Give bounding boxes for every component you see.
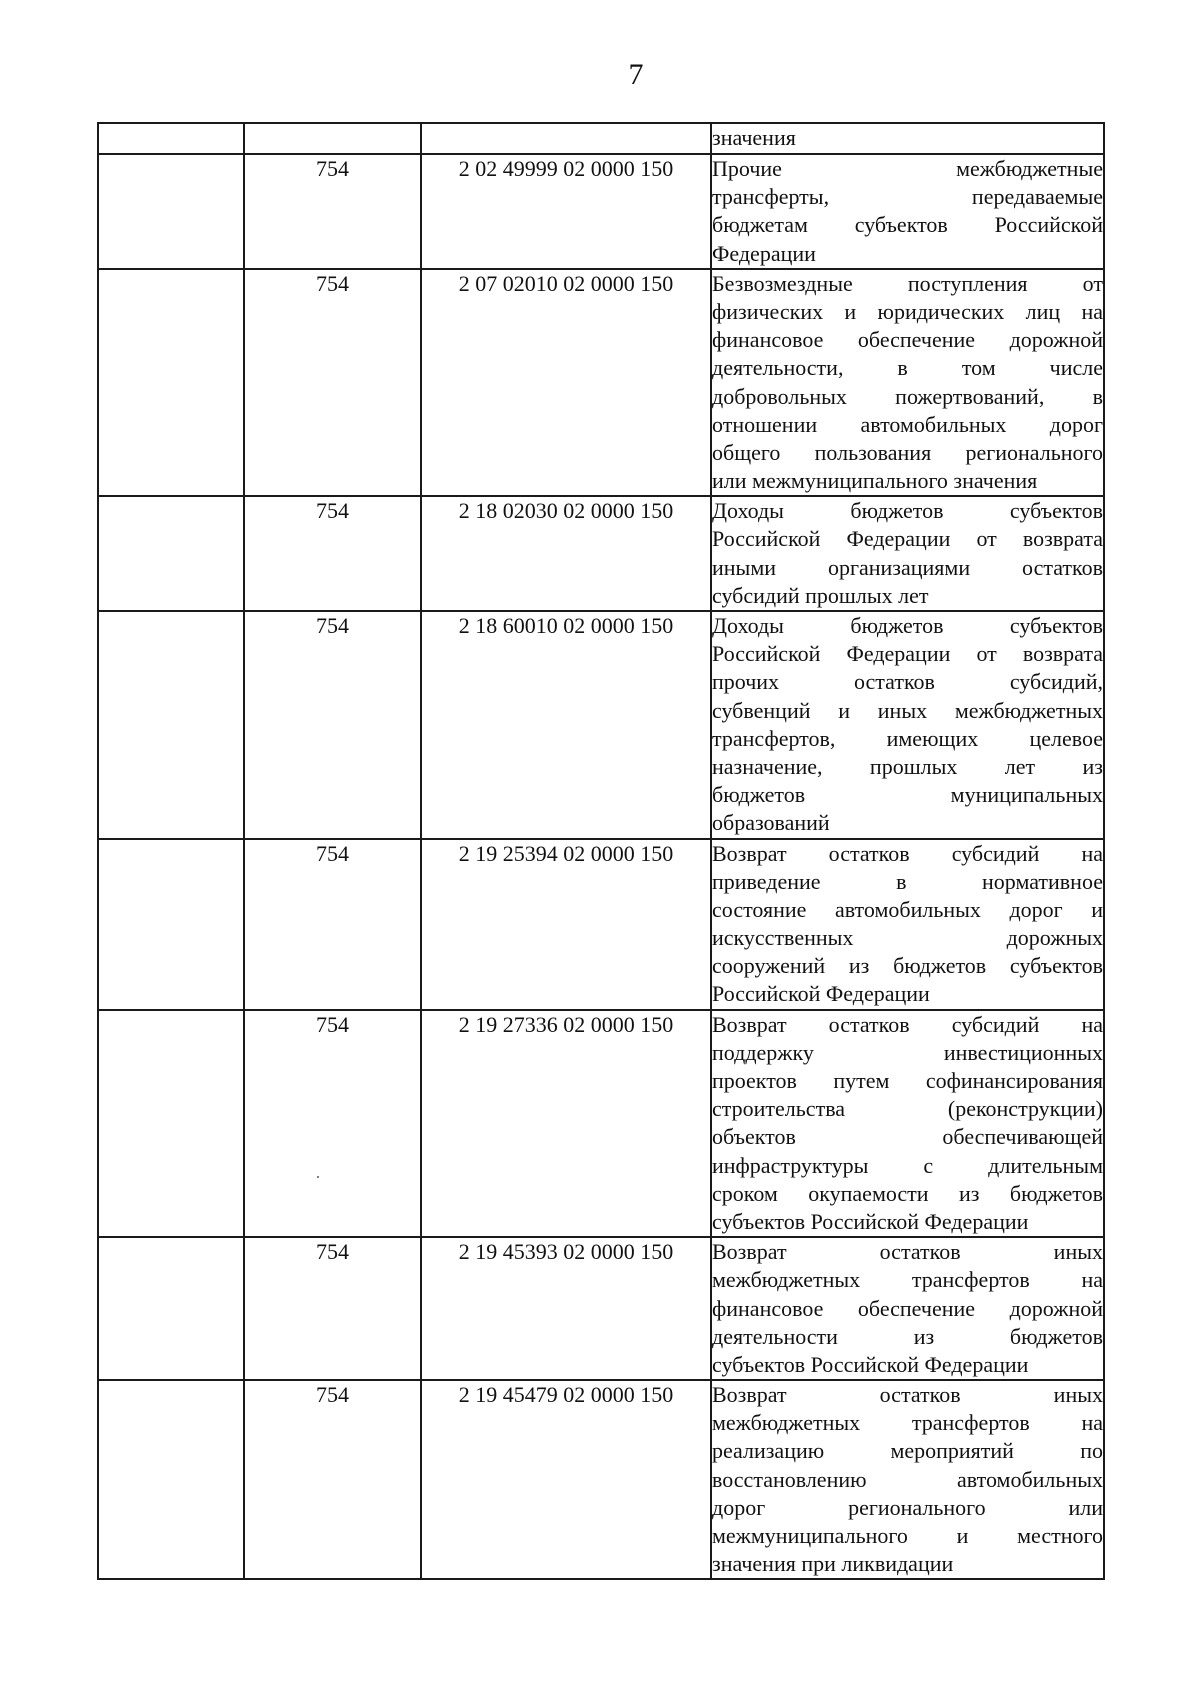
cell-empty: [98, 269, 244, 497]
revenue-description: [711, 611, 1104, 839]
description-line: состояние автомобильных дорог и: [712, 896, 1103, 922]
administrator-code: 754: [244, 154, 421, 269]
description-line: физических и юридических лиц на: [712, 298, 1103, 324]
description-line: поддержку инвестиционных: [712, 1039, 1103, 1065]
description-line: Возврат остатков иных: [712, 1239, 1103, 1265]
continuation-description: [711, 123, 1104, 154]
description-line: Доходы бюджетов субъектов: [712, 613, 1103, 638]
table-row: [98, 269, 1104, 497]
description-line: значения: [712, 125, 796, 150]
description-line: субъектов Российской Федерации: [712, 1351, 1029, 1377]
description-line: добровольных пожертвований, в: [712, 383, 1103, 409]
description-line: субвенций и иных межбюджетных: [712, 697, 1103, 723]
table-row: [98, 1010, 1104, 1238]
description-line: Российской Федерации от возврата: [712, 526, 1103, 552]
revenue-description: [711, 1010, 1104, 1238]
table-row: [98, 496, 1104, 611]
administrator-code: 754: [244, 839, 421, 1010]
administrator-code: 754: [244, 611, 421, 839]
description-line: или межмуниципального значения: [712, 468, 1038, 494]
budget-classification-code: 2 19 45479 02 0000 150: [421, 1380, 711, 1579]
budget-revenue-table: [97, 122, 1105, 1580]
description-line: назначение, прошлых лет из: [712, 753, 1103, 779]
cell-empty: [98, 611, 244, 839]
description-line: бюджетам субъектов Российской: [712, 212, 1103, 238]
table-row: [98, 839, 1104, 1010]
table-row: [98, 1380, 1104, 1579]
description-line: межбюджетных трансфертов на: [712, 1410, 1103, 1436]
budget-classification-code: 2 18 60010 02 0000 150: [421, 611, 711, 839]
budget-classification-code: 2 02 49999 02 0000 150: [421, 154, 711, 269]
description-line: объектов обеспечивающей: [712, 1124, 1103, 1150]
table-row: [98, 1237, 1104, 1380]
description-line: сооружений из бюджетов субъектов: [712, 953, 1103, 979]
cell-empty: [244, 123, 421, 154]
description-line: бюджетов муниципальных: [712, 782, 1103, 808]
budget-classification-code: 2 19 27336 02 0000 150: [421, 1010, 711, 1238]
table-row: [98, 154, 1104, 269]
cell-empty: [98, 154, 244, 269]
budget-classification-code: 2 19 25394 02 0000 150: [421, 839, 711, 1010]
description-line: Российской Федерации: [712, 981, 930, 1007]
page-number: 7: [628, 58, 644, 91]
description-line: реализацию мероприятий по: [712, 1438, 1103, 1464]
administrator-code: 754: [244, 496, 421, 611]
description-line: строительства (реконструкции): [712, 1096, 1103, 1122]
cell-empty: [421, 123, 711, 154]
description-line: деятельности из бюджетов: [712, 1323, 1103, 1349]
revenue-description: [711, 1380, 1104, 1579]
cell-empty: [98, 496, 244, 611]
budget-classification-code: 2 07 02010 02 0000 150: [421, 269, 711, 497]
description-line: Доходы бюджетов субъектов: [712, 498, 1103, 524]
description-line: субъектов Российской Федерации: [712, 1208, 1029, 1234]
budget-classification-code: 2 19 45393 02 0000 150: [421, 1237, 711, 1380]
administrator-code: 754: [244, 1380, 421, 1579]
revenue-description: [711, 496, 1104, 611]
continuation-row: [98, 123, 1104, 154]
description-line: межбюджетных трансфертов на: [712, 1267, 1103, 1293]
description-line: прочих остатков субсидий,: [712, 669, 1103, 695]
table-body: [98, 123, 1104, 1579]
administrator-code: 754: [244, 1237, 421, 1380]
description-line: искусственных дорожных: [712, 925, 1103, 951]
cell-empty: [98, 1237, 244, 1380]
description-line: инфраструктуры с длительным: [712, 1152, 1103, 1178]
cell-empty: [98, 839, 244, 1010]
description-line: деятельности, в том числе: [712, 355, 1103, 381]
revenue-description: [711, 269, 1104, 497]
description-line: трансфертов, имеющих целевое: [712, 725, 1103, 751]
description-line: образований: [712, 810, 830, 836]
cell-empty: [98, 1380, 244, 1579]
description-line: значения при ликвидации: [712, 1551, 954, 1577]
revenue-description: [711, 839, 1104, 1010]
cell-empty: [98, 123, 244, 154]
scan-speck: [317, 1176, 319, 1178]
table-row: [98, 611, 1104, 839]
description-line: Возврат остатков иных: [712, 1382, 1103, 1408]
description-line: Прочие межбюджетные: [712, 156, 1103, 181]
administrator-code: 754: [244, 1010, 421, 1238]
description-line: дорог регионального или: [712, 1494, 1103, 1520]
revenue-description: [711, 154, 1104, 269]
cell-empty: [98, 1010, 244, 1238]
description-line: Безвозмездные поступления от: [712, 270, 1103, 296]
description-line: приведение в нормативное: [712, 868, 1103, 894]
description-line: сроком окупаемости из бюджетов: [712, 1180, 1103, 1206]
description-line: иными организациями остатков: [712, 554, 1103, 580]
description-line: трансферты, передаваемые: [712, 184, 1103, 210]
description-line: общего пользования регионального: [712, 439, 1103, 465]
administrator-code: 754: [244, 269, 421, 497]
description-line: субсидий прошлых лет: [712, 582, 929, 608]
description-line: Российской Федерации от возврата: [712, 641, 1103, 667]
description-line: восстановлению автомобильных: [712, 1466, 1103, 1492]
description-line: отношении автомобильных дорог: [712, 411, 1103, 437]
revenue-description: [711, 1237, 1104, 1380]
description-line: проектов путем софинансирования: [712, 1068, 1103, 1093]
description-line: межмуниципального и местного: [712, 1523, 1103, 1548]
description-line: Федерации: [712, 240, 816, 266]
budget-classification-code: 2 18 02030 02 0000 150: [421, 496, 711, 611]
description-line: финансовое обеспечение дорожной: [712, 327, 1103, 353]
description-line: Возврат остатков субсидий на: [712, 840, 1103, 866]
description-line: финансовое обеспечение дорожной: [712, 1295, 1103, 1321]
description-line: Возврат остатков субсидий на: [712, 1011, 1103, 1037]
